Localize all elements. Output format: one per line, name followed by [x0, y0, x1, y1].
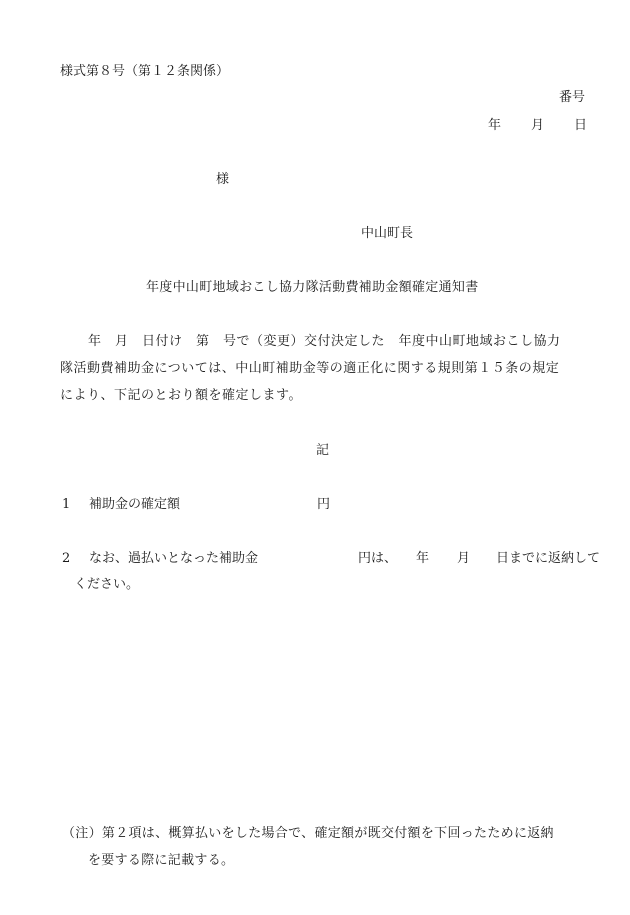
footnote-line-1: （注）第２項は、概算払いをした場合で、確定額が既交付額を下回ったために返納 — [62, 826, 554, 841]
item-2-month: 月 — [457, 551, 471, 566]
item-1-unit: 円 — [317, 497, 331, 512]
body-line-3: により、下記のとおり額を確定します。 — [60, 388, 302, 403]
item-2-text-b: 円は、 — [358, 551, 398, 566]
body-line-1: 年 月 日付け 第 号で（変更）交付決定した 年度中山町地域おこし協力 — [88, 334, 561, 349]
sender-title: 中山町長 — [361, 226, 414, 241]
item-2-number: 2 — [62, 551, 71, 566]
issue-date-month: 月 — [531, 118, 545, 133]
document-title: 年度中山町地域おこし協力隊活動費補助金額確定通知書 — [146, 280, 479, 295]
item-1-label: 補助金の確定額 — [89, 497, 181, 512]
document-number-label: 番号 — [559, 90, 586, 105]
item-2-text-c: 日までに返納して — [496, 551, 601, 566]
issue-date-year: 年 — [488, 118, 502, 133]
footnote-line-2: を要する際に記載する。 — [88, 853, 235, 868]
item-2-year: 年 — [416, 551, 430, 566]
item-2-text-a: なお、過払いとなった補助金 — [89, 551, 259, 566]
item-1-number: 1 — [62, 497, 71, 512]
addressee-honorific: 様 — [216, 172, 230, 187]
item-2-text-d: ください。 — [74, 577, 140, 592]
form-label: 様式第８号（第１２条関係） — [60, 64, 230, 79]
body-line-2: 隊活動費補助金については、中山町補助金等の適正化に関する規則第１５条の規定 — [60, 361, 560, 376]
ki-marker: 記 — [316, 443, 330, 458]
issue-date-day: 日 — [574, 118, 588, 133]
